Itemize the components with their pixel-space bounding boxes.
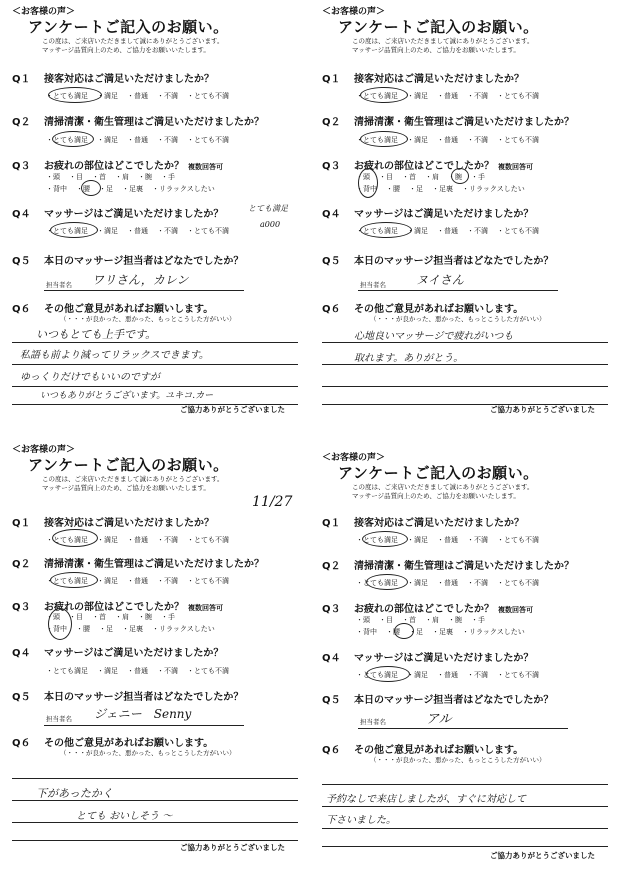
staff-name-underline xyxy=(44,290,244,291)
body-part-soles[interactable]: ・足裏 xyxy=(432,185,453,193)
circled-answer-mark xyxy=(81,180,101,196)
circled-answer-mark xyxy=(360,222,412,238)
staff-name-label: 担当者名 xyxy=(360,281,386,289)
body-part-back[interactable]: ・背中 xyxy=(356,185,377,193)
comment-line xyxy=(322,342,608,343)
voice-label: ＜お客様の声＞ xyxy=(12,445,76,455)
option-very-dissatisfied[interactable]: ・とても不満 xyxy=(187,227,229,235)
comment-text[interactable]: 下があったかく xyxy=(36,787,113,800)
comment-line xyxy=(12,778,298,779)
q3-number: Q３ xyxy=(12,161,31,172)
q2-question: 清掃清潔・衛生管理はご満足いただけましたか？ xyxy=(354,561,574,572)
body-part-arms[interactable]: ・腕 xyxy=(138,173,152,181)
q2-question: 清掃清潔・衛生管理はご満足いただけましたか？ xyxy=(44,117,264,128)
q6-number: Q６ xyxy=(12,304,31,315)
option-very-dissatisfied[interactable]: ・とても不満 xyxy=(497,227,539,235)
body-part-arms[interactable]: ・腕 xyxy=(448,173,462,181)
option-dissatisfied[interactable]: ・不満 xyxy=(157,536,178,544)
staff-name-value[interactable]: ジェニー Senny xyxy=(94,707,192,721)
option-normal[interactable]: ・普通 xyxy=(437,92,458,100)
handwritten-date: 11/27 xyxy=(252,494,293,510)
q4-question: マッサージはご満足いただけましたか？ xyxy=(354,653,534,664)
staff-name-value[interactable]: ワリさん，カレン xyxy=(92,273,189,287)
circled-answer-mark xyxy=(366,574,408,590)
comment-line xyxy=(12,342,298,343)
option-normal[interactable]: ・普通 xyxy=(437,579,458,587)
option-very-satisfied[interactable]: ・とても満足 xyxy=(46,136,88,144)
circled-answer-mark xyxy=(360,87,408,103)
q2-number: Q２ xyxy=(322,117,341,128)
thanks-footer: ご協力ありがとうございました xyxy=(180,843,285,852)
body-part-neck[interactable]: ・首 xyxy=(92,613,106,621)
body-part-legs[interactable]: ・足 xyxy=(409,185,423,193)
q2-number: Q２ xyxy=(12,117,31,128)
option-satisfied[interactable]: ・満足 xyxy=(407,136,428,144)
q3-body-row-2 xyxy=(46,184,224,194)
body-part-back[interactable]: ・背中 xyxy=(46,625,67,633)
thanks-footer: ご協力ありがとうございました xyxy=(490,405,595,414)
body-part-arms[interactable]: ・腕 xyxy=(448,616,462,624)
option-satisfied[interactable]: ・満足 xyxy=(97,227,118,235)
comment-line xyxy=(322,846,608,847)
q4-number: Q４ xyxy=(12,209,31,220)
option-very-satisfied[interactable]: ・とても満足 xyxy=(356,671,398,679)
thanks-footer: ご協力ありがとうございました xyxy=(490,851,595,860)
staff-name-value[interactable]: アル xyxy=(426,712,452,727)
circled-answer-mark xyxy=(48,608,72,640)
q3-body-row-1 xyxy=(356,615,494,625)
q5-number: Q５ xyxy=(322,695,341,706)
option-dissatisfied[interactable]: ・不満 xyxy=(157,92,178,100)
body-part-eyes[interactable]: ・目 xyxy=(379,173,393,181)
option-very-satisfied[interactable]: ・とても満足 xyxy=(356,227,398,235)
survey-sheet-1 xyxy=(0,0,300,425)
circled-answer-mark xyxy=(394,623,414,639)
option-normal[interactable]: ・普通 xyxy=(127,136,148,144)
q1-number: Q１ xyxy=(12,74,31,85)
option-very-dissatisfied[interactable]: ・とても不満 xyxy=(497,579,539,587)
q5-question: 本日のマッサージ担当者はどなたでしたか？ xyxy=(44,692,244,703)
q2-number: Q２ xyxy=(12,559,31,570)
q4-options xyxy=(46,666,238,676)
option-satisfied[interactable]: ・満足 xyxy=(407,579,428,587)
handwritten-margin-note: とても満足 xyxy=(248,204,288,213)
option-satisfied[interactable]: ・満足 xyxy=(97,92,118,100)
body-part-neck[interactable]: ・首 xyxy=(402,616,416,624)
comment-line xyxy=(12,386,298,387)
circled-answer-mark xyxy=(358,168,378,198)
option-very-dissatisfied[interactable]: ・とても不満 xyxy=(187,92,229,100)
option-dissatisfied[interactable]: ・不満 xyxy=(157,577,178,585)
q6-question: その他ご意見があればお願いします。 xyxy=(354,304,524,315)
comment-text[interactable]: 取れます。ありがとう。 xyxy=(354,353,464,364)
form-title: アンケートご記入のお願い。 xyxy=(28,18,229,36)
q1-question: 接客対応はご満足いただけましたか？ xyxy=(44,518,214,529)
option-very-satisfied[interactable]: ・とても満足 xyxy=(46,577,88,585)
body-part-hands[interactable]: ・手 xyxy=(161,613,175,621)
intro-text: この度は、ご来店いただきまして誠にありがとうございます。 マッサージ品質向上のため、ご協力をお願いいたします。 xyxy=(42,37,224,54)
comment-text[interactable]: いつもとても上手です。 xyxy=(36,328,157,341)
q1-number: Q１ xyxy=(322,74,341,85)
voice-label: ＜お客様の声＞ xyxy=(12,7,76,17)
option-satisfied[interactable]: ・満足 xyxy=(407,671,428,679)
option-normal[interactable]: ・普通 xyxy=(437,671,458,679)
intro-text: この度は、ご来店いただきまして誠にありがとうございます。 マッサージ品質向上のため、ご協力をお願いいたします。 xyxy=(42,475,224,492)
staff-name-underline xyxy=(44,725,244,726)
body-part-back[interactable]: ・背中 xyxy=(356,628,377,636)
body-part-shoulders[interactable]: ・肩 xyxy=(425,616,439,624)
q3-number: Q３ xyxy=(322,161,341,172)
circled-answer-mark xyxy=(451,168,469,184)
circled-answer-mark xyxy=(52,529,98,547)
q3-number: Q３ xyxy=(12,602,31,613)
q4-question: マッサージはご満足いただけましたか？ xyxy=(354,209,534,220)
body-part-head[interactable]: ・頭 xyxy=(356,616,370,624)
body-part-relax[interactable]: ・リラックスしたい xyxy=(462,628,525,636)
option-dissatisfied[interactable]: ・不満 xyxy=(467,136,488,144)
body-part-shoulders[interactable]: ・肩 xyxy=(115,613,129,621)
q3-body-row-2 xyxy=(356,184,534,194)
option-satisfied[interactable]: ・満足 xyxy=(97,667,118,675)
option-very-dissatisfied[interactable]: ・とても不満 xyxy=(187,667,229,675)
staff-name-label: 担当者名 xyxy=(46,715,72,723)
option-dissatisfied[interactable]: ・不満 xyxy=(157,667,178,675)
q1-number: Q１ xyxy=(322,518,341,529)
form-title: アンケートご記入のお願い。 xyxy=(338,464,539,482)
body-part-arms[interactable]: ・腕 xyxy=(138,613,152,621)
q3-question: お疲れの部位はどこでしたか？ 複数回答可 xyxy=(44,161,223,172)
q3-question: お疲れの部位はどこでしたか？ 複数回答可 xyxy=(44,602,223,613)
body-part-lower-back[interactable]: ・腰 xyxy=(386,628,400,636)
handwritten-margin-note-2: a000 xyxy=(260,220,281,229)
comment-text[interactable]: ゆっくりだけでもいいのですが xyxy=(20,372,160,383)
body-part-lower-back[interactable]: ・腰 xyxy=(76,625,90,633)
option-very-dissatisfied[interactable]: ・とても不満 xyxy=(497,536,539,544)
q4-number: Q４ xyxy=(322,653,341,664)
staff-name-value[interactable]: ヌイさん xyxy=(416,273,464,287)
circled-answer-mark xyxy=(362,531,408,547)
body-part-back[interactable]: ・背中 xyxy=(46,185,67,193)
option-dissatisfied[interactable]: ・不満 xyxy=(467,227,488,235)
comment-line xyxy=(322,364,608,365)
q3-body-row-2 xyxy=(356,627,534,637)
q5-question: 本日のマッサージ担当者はどなたでしたか？ xyxy=(354,695,554,706)
body-part-lower-back[interactable]: ・腰 xyxy=(386,185,400,193)
q6-hint: （・・・が良かった、悪かった、もっとこうした方がいい） xyxy=(60,315,236,323)
q3-number: Q３ xyxy=(322,604,341,615)
comment-line xyxy=(322,386,608,387)
option-dissatisfied[interactable]: ・不満 xyxy=(467,671,488,679)
option-satisfied[interactable]: ・満足 xyxy=(407,536,428,544)
body-part-neck[interactable]: ・首 xyxy=(92,173,106,181)
body-part-soles[interactable]: ・足裏 xyxy=(432,628,453,636)
option-very-satisfied[interactable]: ・とても満足 xyxy=(356,136,398,144)
q6-hint: （・・・が良かった、悪かった、もっとこうした方がいい） xyxy=(60,749,236,757)
q6-hint: （・・・が良かった、悪かった、もっとこうした方がいい） xyxy=(370,756,546,764)
staff-name-label: 担当者名 xyxy=(46,281,72,289)
comment-line xyxy=(12,364,298,365)
option-satisfied[interactable]: ・満足 xyxy=(97,577,118,585)
q2-number: Q２ xyxy=(322,561,341,572)
option-dissatisfied[interactable]: ・不満 xyxy=(157,136,178,144)
option-satisfied[interactable]: ・満足 xyxy=(97,136,118,144)
comment-line xyxy=(12,822,298,823)
intro-text: この度は、ご来店いただきまして誠にありがとうございます。 マッサージ品質向上のため、ご協力をお願いいたします。 xyxy=(352,37,534,54)
option-very-dissatisfied[interactable]: ・とても不満 xyxy=(497,136,539,144)
q1-question: 接客対応はご満足いただけましたか？ xyxy=(44,74,214,85)
survey-sheet-4 xyxy=(310,446,610,871)
q4-question: マッサージはご満足いただけましたか？ xyxy=(44,648,224,659)
q1-number: Q１ xyxy=(12,518,31,529)
option-normal[interactable]: ・普通 xyxy=(437,227,458,235)
option-satisfied[interactable]: ・満足 xyxy=(407,92,428,100)
option-very-satisfied[interactable]: ・とても満足 xyxy=(356,579,398,587)
comment-line xyxy=(322,784,608,785)
q4-number: Q４ xyxy=(12,648,31,659)
thanks-footer: ご協力ありがとうございました xyxy=(180,405,285,414)
comment-text[interactable]: いつもありがとうございます。ユキコ.カー xyxy=(40,391,214,401)
option-normal[interactable]: ・普通 xyxy=(127,667,148,675)
option-very-satisfied[interactable]: ・とても満足 xyxy=(356,536,398,544)
option-dissatisfied[interactable]: ・不満 xyxy=(157,227,178,235)
q6-question: その他ご意見があればお願いします。 xyxy=(44,304,214,315)
comment-text[interactable]: 下さいました。 xyxy=(326,815,396,826)
staff-name-underline xyxy=(358,290,558,291)
comment-line xyxy=(12,840,298,841)
comment-text[interactable]: 心地良いマッサージで疲れがいつも xyxy=(354,331,514,342)
circled-answer-mark xyxy=(360,131,408,147)
q5-question: 本日のマッサージ担当者はどなたでしたか？ xyxy=(44,256,244,267)
q1-question: 接客対応はご満足いただけましたか？ xyxy=(354,74,524,85)
body-part-head[interactable]: ・頭 xyxy=(46,613,60,621)
option-normal[interactable]: ・普通 xyxy=(127,92,148,100)
body-part-hands[interactable]: ・手 xyxy=(161,173,175,181)
q5-number: Q５ xyxy=(322,256,341,267)
body-part-relax[interactable]: ・リラックスしたい xyxy=(152,185,215,193)
survey-sheet-3 xyxy=(0,438,300,863)
q4-question: マッサージはご満足いただけましたか？ xyxy=(44,209,224,220)
body-part-relax[interactable]: ・リラックスしたい xyxy=(152,625,215,633)
q3-question: お疲れの部位はどこでしたか？ 複数回答可 xyxy=(354,604,533,615)
option-dissatisfied[interactable]: ・不満 xyxy=(467,536,488,544)
voice-label: ＜お客様の声＞ xyxy=(322,7,386,17)
circled-answer-mark xyxy=(50,572,98,588)
survey-sheet-2 xyxy=(310,0,610,425)
form-title: アンケートご記入のお願い。 xyxy=(28,456,229,474)
q5-number: Q５ xyxy=(12,256,31,267)
staff-name-underline xyxy=(358,728,568,729)
body-part-shoulders[interactable]: ・肩 xyxy=(115,173,129,181)
q3-body-row-1 xyxy=(46,172,184,182)
option-satisfied[interactable]: ・満足 xyxy=(97,536,118,544)
q6-number: Q６ xyxy=(12,738,31,749)
option-very-dissatisfied[interactable]: ・とても不満 xyxy=(497,92,539,100)
q6-hint: （・・・が良かった、悪かった、もっとこうした方がいい） xyxy=(370,315,546,323)
comment-line xyxy=(322,806,608,807)
q6-number: Q６ xyxy=(322,304,341,315)
option-dissatisfied[interactable]: ・不満 xyxy=(467,579,488,587)
circled-answer-mark xyxy=(48,87,102,103)
body-part-hands[interactable]: ・手 xyxy=(471,173,485,181)
circled-answer-mark xyxy=(366,666,410,682)
body-part-head[interactable]: ・頭 xyxy=(46,173,60,181)
body-part-eyes[interactable]: ・目 xyxy=(69,613,83,621)
option-dissatisfied[interactable]: ・不満 xyxy=(467,92,488,100)
q5-number: Q５ xyxy=(12,692,31,703)
option-very-dissatisfied[interactable]: ・とても不満 xyxy=(187,536,229,544)
q3-body-row-2 xyxy=(46,624,224,634)
option-very-dissatisfied[interactable]: ・とても不満 xyxy=(187,577,229,585)
form-title: アンケートご記入のお願い。 xyxy=(338,18,539,36)
intro-text: この度は、ご来店いただきまして誠にありがとうございます。 マッサージ品質向上のため、ご協力をお願いいたします。 xyxy=(352,483,534,500)
voice-label: ＜お客様の声＞ xyxy=(322,453,386,463)
body-part-legs[interactable]: ・足 xyxy=(99,625,113,633)
q3-question: お疲れの部位はどこでしたか？ 複数回答可 xyxy=(354,161,533,172)
q6-question: その他ご意見があればお願いします。 xyxy=(44,738,214,749)
staff-name-label: 担当者名 xyxy=(360,718,386,726)
body-part-relax[interactable]: ・リラックスしたい xyxy=(462,185,525,193)
body-part-head[interactable]: ・頭 xyxy=(356,173,370,181)
body-part-eyes[interactable]: ・目 xyxy=(379,616,393,624)
option-satisfied[interactable]: ・満足 xyxy=(407,227,428,235)
body-part-soles[interactable]: ・足裏 xyxy=(122,185,143,193)
body-part-neck[interactable]: ・首 xyxy=(402,173,416,181)
option-very-satisfied[interactable]: ・とても満足 xyxy=(356,92,398,100)
option-normal[interactable]: ・普通 xyxy=(127,577,148,585)
q1-question: 接客対応はご満足いただけましたか？ xyxy=(354,518,524,529)
q6-number: Q６ xyxy=(322,745,341,756)
option-very-satisfied[interactable]: ・とても満足 xyxy=(46,92,88,100)
option-normal[interactable]: ・普通 xyxy=(127,536,148,544)
option-normal[interactable]: ・普通 xyxy=(437,536,458,544)
circled-answer-mark xyxy=(52,131,94,147)
option-very-satisfied[interactable]: ・とても満足 xyxy=(46,536,88,544)
body-part-shoulders[interactable]: ・肩 xyxy=(425,173,439,181)
comment-text[interactable]: 予約なしで来店しましたが、すぐに対応して xyxy=(326,794,526,805)
option-normal[interactable]: ・普通 xyxy=(127,227,148,235)
q2-question: 清掃清潔・衛生管理はご満足いただけましたか？ xyxy=(354,117,574,128)
body-part-eyes[interactable]: ・目 xyxy=(69,173,83,181)
q2-question: 清掃清潔・衛生管理はご満足いただけましたか？ xyxy=(44,559,264,570)
q4-number: Q４ xyxy=(322,209,341,220)
option-very-dissatisfied[interactable]: ・とても不満 xyxy=(187,136,229,144)
option-very-dissatisfied[interactable]: ・とても不満 xyxy=(497,671,539,679)
body-part-soles[interactable]: ・足裏 xyxy=(122,625,143,633)
option-very-satisfied[interactable]: ・とても満足 xyxy=(46,227,88,235)
body-part-hands[interactable]: ・手 xyxy=(471,616,485,624)
option-very-satisfied[interactable]: ・とても満足 xyxy=(46,667,88,675)
q6-question: その他ご意見があればお願いします。 xyxy=(354,745,524,756)
comment-text[interactable]: 私語も前より減ってリラックスできます。 xyxy=(20,350,209,361)
comment-line xyxy=(322,828,608,829)
body-part-legs[interactable]: ・足 xyxy=(409,628,423,636)
q5-question: 本日のマッサージ担当者はどなたでしたか？ xyxy=(354,256,554,267)
comment-text[interactable]: とても おいしそう 〜 xyxy=(76,811,173,822)
body-part-legs[interactable]: ・足 xyxy=(99,185,113,193)
body-part-lower-back[interactable]: ・腰 xyxy=(76,185,90,193)
circled-answer-mark xyxy=(50,222,98,238)
option-normal[interactable]: ・普通 xyxy=(437,136,458,144)
